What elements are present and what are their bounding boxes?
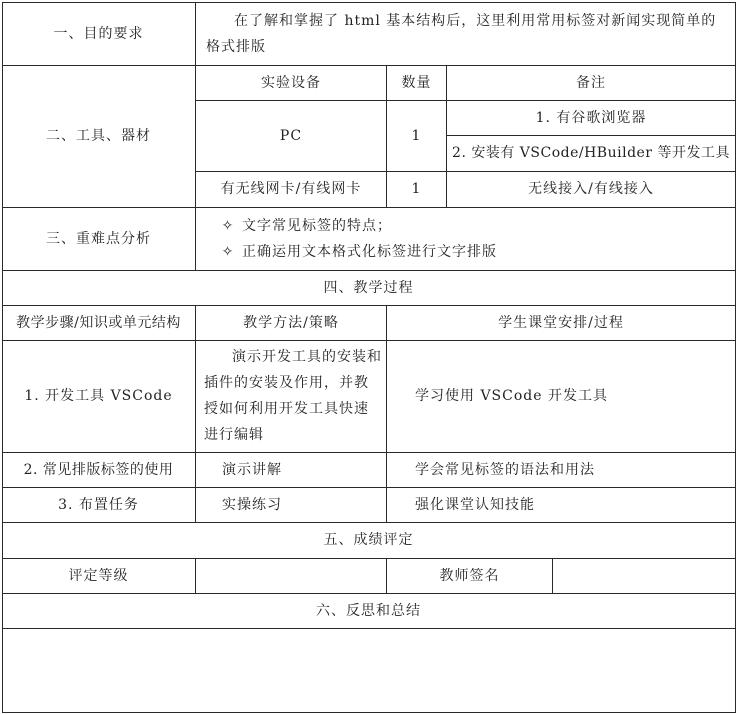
quantity-pc: 1 bbox=[411, 127, 422, 144]
step-header: 教学步骤/知识或单元结构 bbox=[16, 314, 181, 331]
notes-header: 备注 bbox=[576, 74, 606, 91]
equipment-pc: PC bbox=[279, 127, 303, 144]
table-row-method: 实操练习 bbox=[222, 496, 282, 513]
table-row-student: 强化课堂认知技能 bbox=[415, 496, 535, 513]
objective-content: 在了解和掌握了 html 基本结构后，这里利用常用标签对新闻实现简单的格式排版 bbox=[206, 12, 717, 55]
note-network-access: 无线接入/有线接入 bbox=[528, 181, 654, 197]
table-row-method: 演示讲解 bbox=[222, 461, 282, 478]
quantity-header: 数量 bbox=[401, 74, 432, 91]
teacher-signature-label: 教师签名 bbox=[439, 567, 500, 584]
student-header: 学生课堂安排/过程 bbox=[498, 314, 624, 331]
teacher-signature-field[interactable] bbox=[553, 558, 735, 593]
table-row-method: 演示开发工具的安装和插件的安装及作用，并教授如何利用开发工具快速进行编辑 bbox=[204, 349, 382, 443]
note-browser: 1. 有谷歌浏览器 bbox=[535, 109, 647, 126]
diamond-bullet-icon: ✧ bbox=[221, 243, 235, 260]
tools-label: 二、工具、器材 bbox=[46, 128, 151, 144]
diamond-bullet-icon: ✧ bbox=[221, 217, 235, 234]
grade-label: 评定等级 bbox=[68, 567, 129, 584]
table-row-step: 2. 常见排版标签的使用 bbox=[23, 461, 174, 478]
grading-title: 五、成绩评定 bbox=[323, 532, 414, 548]
key-point-item: ✧ 文字常见标签的特点； bbox=[220, 213, 392, 239]
teaching-process-title: 四、教学过程 bbox=[323, 279, 414, 296]
key-points-list bbox=[196, 207, 735, 270]
grade-value-field[interactable] bbox=[196, 558, 386, 593]
note-dev-tools: 2. 安装有 VSCode/HBuilder 等开发工具 bbox=[452, 145, 730, 161]
key-points-label: 三、重难点分析 bbox=[46, 230, 151, 247]
objective-label: 一、目的要求 bbox=[53, 25, 144, 42]
equipment-header: 实验设备 bbox=[261, 74, 321, 91]
table-row-step: 1. 开发工具 VSCode bbox=[24, 388, 173, 404]
reflection-title: 六、反思和总结 bbox=[316, 602, 421, 619]
table-row-student: 学习使用 VSCode 开发工具 bbox=[415, 388, 608, 404]
quantity-network-card: 1 bbox=[411, 181, 422, 197]
key-point-item: ✧ 正确运用文本格式化标签进行文字排版 bbox=[220, 239, 497, 265]
table-row-step: 3. 布置任务 bbox=[58, 496, 139, 513]
table-row-student: 学会常见标签的语法和用法 bbox=[415, 461, 595, 478]
method-header: 教学方法/策略 bbox=[243, 314, 339, 331]
reflection-content-area[interactable] bbox=[3, 629, 735, 712]
equipment-network-card: 有无线网卡/有线网卡 bbox=[220, 181, 362, 197]
